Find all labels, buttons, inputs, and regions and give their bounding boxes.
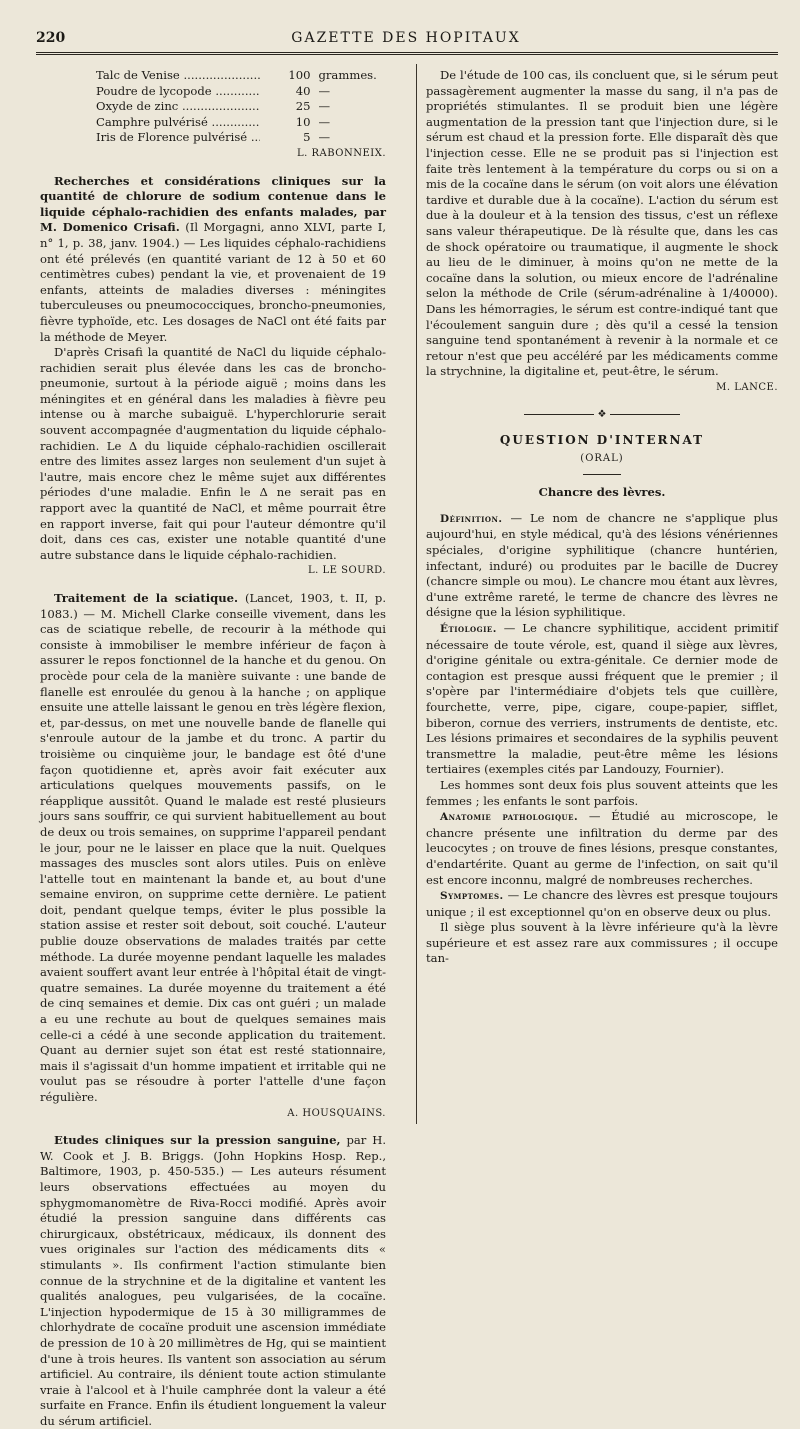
section-subject: Chancre des lèvres.: [538, 485, 666, 500]
section-subtitle: (ORAL): [580, 452, 624, 464]
paragraph-text: — Le chancre des lèvres est presque toujours unique ; il est exceptionnel qu'on en observe deux ou plus.: [426, 888, 778, 919]
paragraph-text: — Étudié au microscope, le chancre présente une infiltration du derme par des leucocytes ; on trouve de fines lésions, presque constantes, d'endartérite. Quant au germe de l'infection, on sait qu'il est encore inconnu, malgré de nombreuses recherches.: [426, 809, 778, 887]
recipe-unit: —: [318, 99, 331, 114]
article-reference: (Lancet, 1903, t. II, p. 1083.) — M. Michell Clarke: [40, 591, 387, 621]
question-paragraph: [426, 621, 778, 778]
paragraph-text: — Le nom de chancre ne s'applique plus aujourd'hui, en style médical, qu'à des lésions vénériennes spéciales, d'origine syphilitique (chancre huntérien, infectant, induré) ou produites par le bacille de Ducrey (chancre simple ou mou). Le chancre mou étant aux lèvres, d'une extrême rareté, le terme de chancre des lèvres ne désigne que la lésion syphilitique.: [426, 510, 779, 620]
paragraph-label: Anatomie pathologique.: [440, 811, 579, 824]
article-body: conseille vivement, dans les cas de sciatique rebelle, de recourir à la méthode qui consiste à immobiliser le membre inférieur de façon à assurer le repos fonctionnel de la hanche et du genou. On procède pour cela de la manière suivante : une bande de flanelle est enroulée du genou à la hanche ; on applique ensuite une attelle laissant le genou en très légère flexion, et, par-dessus, on met une nouvelle bande de flanelle qui s'enroule autour de la jambe et du tronc. A partir du troisième ou cinquième jour, le bandage est ôté d'une façon quotidienne et, après avoir fait exécuter aux articulations quelques mouvements passifs, on le réapplique aussitôt. Quand le malade est resté plusieurs jours sans souffrir, ce qui survient habituellement au bout de deux ou trois semaines, on supprime l'appareil pendant le jour, pour ne le laisser en place que la nuit. Quelques massages des muscles sont alors utiles. Puis on enlève l'attelle tout en maintenant la bande et, au bout d'une semaine environ, on supprime cette dernière. Le patient doit, pendant quelque temps, éviter le plus possible la station assise et rester soit debout, soit couché. L'auteur publie douze observations de malades traités par cette méthode. La durée moyenne pendant laquelle les malades avaient souffert avant leur entrée à l'hôpital était de vingt-quatre semaines. La durée moyenne du traitement a été de cinq semaines et demie. Dix cas ont guéri ; un malade a eu une rechute au bout de quelques semaines mais celle-ci a cédé à une seconde application du traitement. Quant au dernier sujet son état est resté stationnaire, mais il s'agissait d'un homme impatient et irritable qui ne voulut pas se résoudre à porter l'attelle d'une façon régulière.: [40, 606, 386, 1104]
recipe-signature: L. RABONNEIX.: [296, 147, 386, 159]
article-body: De l'étude de 100 cas, ils concluent que, si le sérum peut passagèrement augmenter la masse du sang, il n'a pas de propriétés stimulantes. Il se produit bien une légère augmentation de la pression tant que l'injection dure, si le sérum est chaud et la pression forte. Elle disparaît dès que l'injection cesse. Elle ne se produit pas si l'injection est faite très lentement à la température du corps ou si on a mis de la cocaïne dans le sérum (on voit alors une élévation tardive et durable due à la cocaïne). L'action du sérum est due à la douleur et à la tension des tissus, c'est un réflexe sans valeur thérapeutique. De là résulte que, dans les cas de shock opératoire ou traumatique, il augmente le shock au lieu de le diminuer, à moins qu'on ne mette de la cocaïne dans la solution, ou mieux encore de l'adrénaline selon la méthode de Crile (sérum-adrénaline à 1/40000). Dans les hémorragies, le sérum est contre-indiqué tant que l'écoulement sanguin dure ; dès qu'il a cessé la tension sanguine tend spontanément à revenir à la normale et ce retour n'est que peu accéléré par les médicaments comme la strychnine, la digitaline et, peut-être, le sérum.: [426, 68, 778, 379]
journal-title: GAZETTE DES HOPITAUX: [291, 30, 521, 46]
recipe-row: [96, 130, 386, 146]
recipe-unit: —: [318, 130, 331, 145]
article-signature: M. LANCE.: [716, 381, 778, 393]
article-crisafi: [40, 174, 386, 579]
recipe-row: [96, 115, 386, 131]
recipe-row: [96, 68, 386, 84]
article-body-start: Les auteurs résument leurs observations effectuées au moyen du sphygmomanomètre de Riva-Rocci modifié. Après avoir étudié la pression sanguine dans différents cas chirurgicaux, obstétricaux, médicaux, ils donnent des vues originales sur l'action des médicaments dits « stimulants ». Ils confirment l'action stimulante bien connue de la strychnine et de la digitaline et vantent les qualités analogues, peu vulgarisées, de la cocaïne. L'injection hypodermique de 15 à 30 milligrammes de chlorhydrate de cocaïne produit une ascension immédiate de pression de 10 à 20 millimètres de Hg, qui se maintient d'une à trois heures. Ils vantent son association au sérum artificiel. Au contraire, ils dénient toute action stimulante vraie à l'alcool et à l'huile camphrée dont la valeur a été surfaite en France. Enfin ils étudient longuement la valeur du sérum artificiel.: [40, 1164, 387, 1428]
paragraph-label: Symptomes.: [440, 890, 504, 903]
recipe-row: [96, 84, 386, 100]
question-paragraph: [426, 920, 778, 967]
article-title: Etudes cliniques sur la pression sanguine,: [54, 1133, 341, 1148]
article-title: Recherches et considérations cliniques sur la quantité de chlorure de sodium contenue dans le liquide céphalo-rachidien des enfants malades, par M. Domenico Crisafi.: [40, 173, 386, 235]
column-divider: [416, 64, 417, 1124]
page-number: 220: [36, 30, 66, 46]
article-reference: (Il Morgagni, anno XLVI, parte I, n° 1, p. 38, janv. 1904.) —: [40, 220, 386, 250]
header-rule: [36, 52, 778, 55]
recipe-unit: grammes.: [318, 68, 377, 82]
recipe-ingredient: Poudre de lycopode .....: [96, 84, 260, 100]
recipe-list: [96, 68, 386, 162]
recipe-row: [96, 99, 386, 115]
paragraph-label: Définition.: [440, 512, 503, 525]
recipe-unit: —: [318, 83, 331, 98]
section-title: QUESTION D'INTERNAT: [499, 433, 705, 448]
recipe-ingredient: Iris de Florence pulvérisé .....: [96, 130, 260, 146]
article-signature: L. LE SOURD.: [308, 565, 386, 577]
paragraph-label: Étiologie.: [440, 623, 497, 635]
article-body: Les liquides céphalo-rachidiens ont été prélevés (en quantité variant de 12 à 50 et 60 centimètres cubes) pendant la vie, et provenaient de 19 enfants, atteints de maladies diverses : méningites tuberculeuses ou pneumococciques, broncho-pneumonies, fièvre typhoïde, etc. Les dosages de NaCl ont été faits par la méthode de Meyer.: [40, 235, 387, 344]
section-rule: [583, 474, 621, 475]
question-paragraph: [426, 809, 778, 888]
recipe-qty: 40: [260, 84, 319, 100]
recipe-qty: 5: [260, 130, 319, 146]
paragraph-text: Il siège plus souvent à la lèvre inférieure qu'à la lèvre supérieure et est assez rare aux commissures ; il occupe tan-: [426, 920, 778, 966]
left-column: [40, 68, 386, 1429]
paragraph-text: Les hommes sont deux fois plus souvent atteints que les femmes ; les enfants le sont parfois.: [426, 777, 778, 808]
recipe-ingredient: Talc de Venise .....: [96, 68, 260, 84]
recipe-ingredient: Oxyde de zinc .....: [96, 99, 260, 115]
section-ornament: ❖: [426, 407, 778, 423]
article-sciatique: [40, 591, 386, 1121]
article-signature: A. HOUSQUAINS.: [287, 1107, 386, 1119]
question-paragraph: [426, 511, 778, 621]
article-body: D'après Crisafi la quantité de NaCl du liquide céphalo-rachidien serait plus élevée dans les cas de broncho-pneumonie, surtout à la période aiguë ; moins dans les méningites et en général dans les maladies à fièvre peu intense ou à marche subaiguë. L'hyperchlorurie serait souvent accompagnée d'augmentation du liquide céphalo-rachidien. Le Δ du liquide céphalo-rachidien oscillerait entre des limites assez larges non seulement d'un sujet à l'autre, mais encore chez le même sujet aux différentes périodes d'une maladie. Enfin le Δ ne serait pas en rapport avec la quantité de NaCl, et même pourrait être en rapport inverse, fait qui pour l'auteur démontre qu'il doit, dans ces cas, exister une notable quantité d'une autre substance dans le liquide céphalo-rachidien.: [40, 345, 386, 562]
article-pression: [40, 1133, 386, 1429]
recipe-ingredient: Camphre pulvérisé .....: [96, 115, 260, 131]
article-title: Traitement de la sciatique.: [54, 591, 239, 605]
article-reference: par H. W. Cook et J. B. Briggs. (John Hopkins Hosp. Rep., Baltimore, 1903, p. 450-535.) —: [40, 1133, 387, 1179]
question-paragraph: [426, 888, 778, 920]
page-header: [36, 30, 776, 52]
recipe-qty: 25: [260, 99, 319, 115]
paragraph-text: — Le chancre syphilitique, accident primitif nécessaire de toute vérole, est, quand il siège aux lèvres, d'origine génitale ou extra-génitale. Ce dernier mode de contagion est presque aussi fréquent que le premier ; il s'opère par l'intermédiaire d'objets tels que cuillère, fourchette, verre, pipe, cigare, coupe-papier, sifflet, biberon, cornue des verriers, instruments de dentiste, etc. Les lésions primaires et secondaires de la syphilis peuvent transmettre la maladie, peut-être même les lésions tertiaires (exemples cités par Landouzy, Fournier).: [426, 621, 778, 777]
right-column: [426, 68, 778, 967]
recipe-unit: —: [318, 114, 331, 129]
question-paragraph: [426, 778, 778, 809]
recipe-qty: 100: [260, 68, 319, 84]
recipe-qty: 10: [260, 115, 319, 131]
